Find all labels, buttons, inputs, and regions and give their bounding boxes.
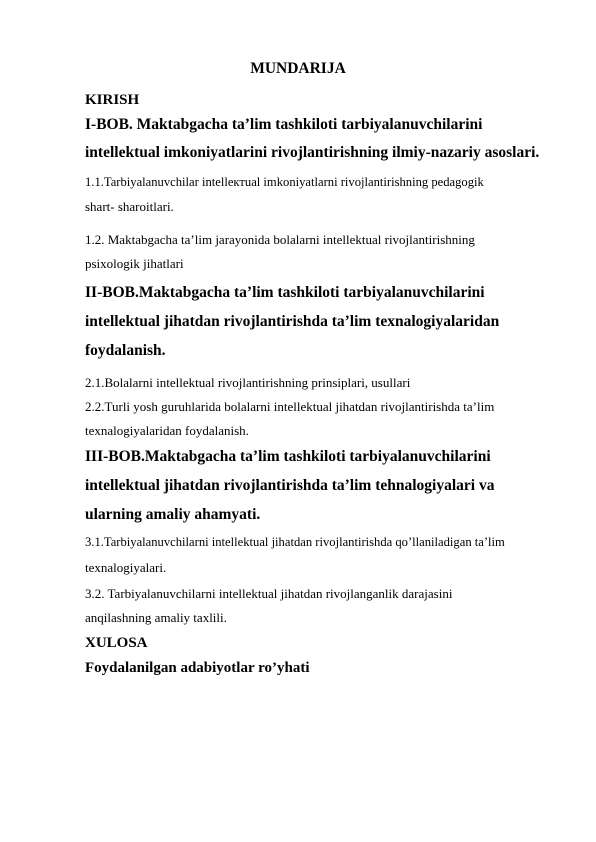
toc-xulosa: XULOSA: [85, 635, 148, 651]
toc-section-3-1-line-2: texnalogiyalari.: [85, 560, 167, 575]
toc-chapter-2-line-1: II-BOB.Maktabgacha ta’lim tashkiloti tarbiyalanuvchilarini: [85, 284, 485, 301]
toc-chapter-2-line-3: foydalanish.: [85, 342, 166, 359]
toc-kirish: KIRISH: [85, 92, 140, 108]
toc-section-1-2-line-2: psixologik jihatlari: [85, 256, 184, 271]
toc-section-2-2-line-1: 2.2.Turli yosh guruhlarida bolalarni intellektual jihatdan rivojlantirishda ta’lim: [85, 399, 495, 414]
toc-section-1-1-line-1: 1.1.Tarbiyalanuvchilar intellектual imkoniyatlarni rivojlantirishning pedagogik: [85, 175, 484, 189]
toc-section-3-1-line-1: 3.1.Tarbiyalanuvchilarni intellektual jihatdan rivojlantirishda qo’llaniladigan ta’lim: [85, 535, 505, 549]
toc-chapter-3-line-3: ularning amaliy ahamyati.: [85, 506, 261, 523]
page-title: MUNDARIJA: [250, 60, 346, 77]
toc-section-1-2-line-1: 1.2. Maktabgacha ta’lim jarayonida bolalarni intellektual rivojlantirishning: [85, 232, 475, 247]
toc-chapter-3-line-2: intellektual jihatdan rivojlantirishda ta’lim tehnalogiyalari va: [85, 477, 495, 494]
toc-chapter-1-line-2: intellektual imkoniyatlarini rivojlantirishning ilmiy-nazariy asoslari.: [85, 144, 540, 161]
toc-section-2-1: 2.1.Bolalarni intellektual rivojlantirishning prinsiplari, usullari: [85, 375, 411, 390]
toc-chapter-1-line-1: I-BOB. Maktabgacha ta’lim tashkiloti tarbiyalanuvchilarini: [85, 116, 483, 133]
toc-chapter-2-line-2: intellektual jihatdan rivojlantirishda ta’lim texnalogiyalaridan: [85, 313, 500, 330]
toc-section-3-2-line-2: anqilashning amaliy taxlili.: [85, 610, 227, 625]
toc-section-3-2-line-1: 3.2. Tarbiyalanuvchilarni intellektual jihatdan rivojlanganlik darajasini: [85, 586, 453, 601]
toc-section-2-2-line-2: texnalogiyalaridan foydalanish.: [85, 423, 249, 438]
toc-chapter-3-line-1: III-BOB.Maktabgacha ta’lim tashkiloti tarbiyalanuvchilarini: [85, 448, 491, 465]
toc-section-1-1-line-2: shart- sharoitlari.: [85, 199, 174, 214]
toc-bibliography: Foydalanilgan adabiyotlar ro’yhati: [85, 660, 310, 676]
